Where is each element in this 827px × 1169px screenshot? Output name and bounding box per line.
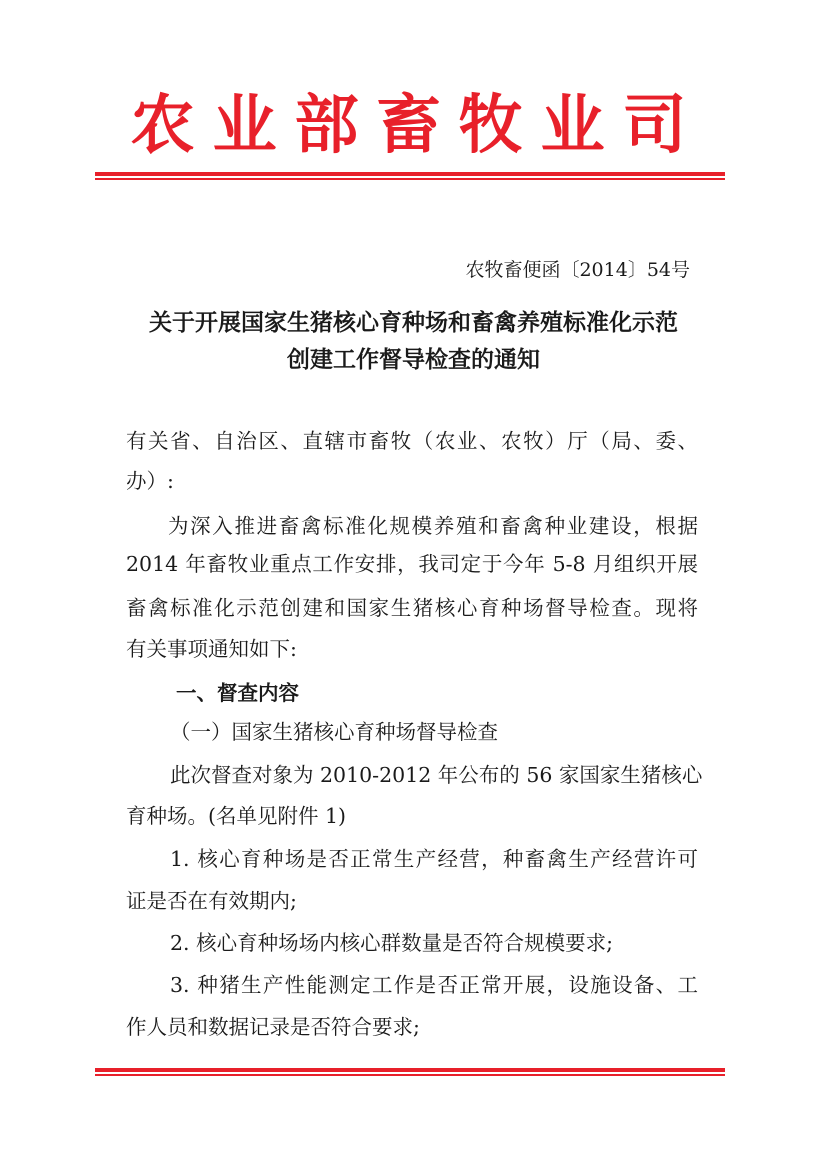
item-2: 2. 核心育种场场内核心群数量是否符合规模要求; [170,931,613,955]
salutation-line-1: 有关省、自治区、直辖市畜牧（农业、农牧）厅（局、委、 [126,429,698,453]
intro-line-4: 有关事项通知如下: [126,637,297,661]
subsection-heading-pig-breeding-farm: （一）国家生猪核心育种场督导检查 [170,720,498,744]
letterhead-org-name: 农业部畜牧业司 [130,88,705,163]
item-3-line-2: 作人员和数据记录是否符合要求; [126,1015,420,1039]
intro-line-1: 为深入推进畜禽标准化规模养殖和畜禽种业建设，根据 [168,514,698,538]
footer-rule-thin [95,1074,725,1076]
letterhead-red-rule [95,172,725,180]
red-rule-thin [95,178,725,180]
document-number: 农牧畜便函〔2014〕54号 [465,259,690,281]
paragraph-line-2: 育种场。(名单见附件 1) [126,804,347,828]
paragraph-line-1: 此次督查对象为 2010-2012 年公布的 56 家国家生猪核心 [170,763,703,787]
item-1-line-1: 1. 核心育种场是否正常生产经营，种畜禽生产经营许可 [170,847,698,871]
section-heading-supervision-content: 一、督查内容 [176,681,299,705]
footer-red-rule [95,1068,725,1076]
item-1-line-2: 证是否在有效期内; [126,889,297,913]
notice-title-line-2: 创建工作督导检查的通知 [287,347,540,373]
salutation-line-2: 办）: [126,469,174,493]
red-rule-thick [95,172,725,176]
item-3-line-1: 3. 种猪生产性能测定工作是否正常开展，设施设备、工 [170,973,698,997]
notice-title-line-1: 关于开展国家生猪核心育种场和畜禽养殖标准化示范 [149,310,678,336]
intro-line-2: 2014 年畜牧业重点工作安排，我司定于今年 5-8 月组织开展 [126,552,698,576]
intro-line-3: 畜禽标准化示范创建和国家生猪核心育种场督导检查。现将 [126,596,698,620]
footer-rule-thick [95,1068,725,1072]
